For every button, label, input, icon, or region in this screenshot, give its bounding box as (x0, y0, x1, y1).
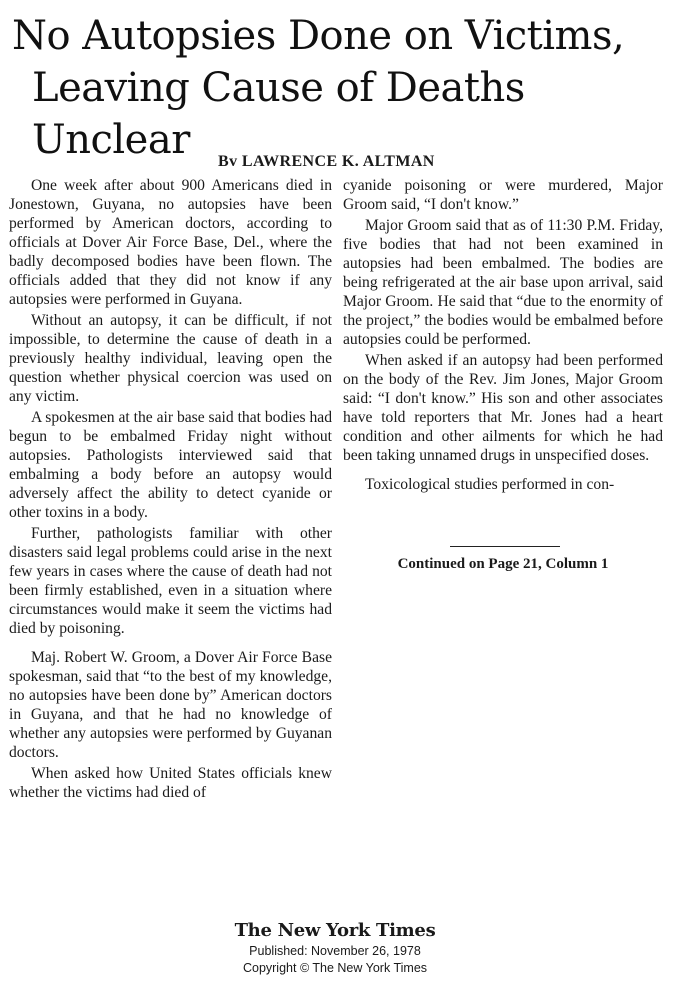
paragraph: Further, pathologists familiar with other disasters said legal problems could arise in the next few years in cases where the cause of death had not been firmly established, even in a situation where circumstances would make it seem the victims had died by poisoning. (9, 525, 332, 637)
headline-line-1: No Autopsies Done on Victims, (12, 13, 625, 59)
paragraph: Maj. Robert W. Groom, a Dover Air Force Base spokesman, said that “to the best of my knowledge, no autopsies have been done by” American doctors in Guyana, and that he had no knowledge of whether any autopsies were performed by Guyanan doctors. (9, 649, 332, 761)
published-date: Published: November 26, 1978 (249, 944, 421, 958)
paragraph: A spokesmen at the air base said that bodies had begun to be embalmed Friday night without autopsies. Pathologists interviewed said that embalming a body before an autopsy would adversely affect the ability to detect cyanide or other toxins in a body. (9, 409, 332, 521)
footer (200, 920, 470, 977)
left-column (9, 176, 332, 804)
nyt-logo: The New York Times (234, 920, 436, 941)
paragraph: Without an autopsy, it can be difficult, if not impossible, to determine the cause of death in a previously healthy individual, leaving open the question whether physical coercion was used on any victim. (9, 312, 332, 405)
headline (0, 10, 681, 166)
byline: Bv LAWRENCE K. ALTMAN (218, 153, 435, 170)
paragraph: When asked if an autopsy had been performed on the body of the Rev. Jim Jones, Major Groom said: “I don't know.” His son and other associates have told reporters that Mr. Jones had a heart condition and other ailments for which he had been taking unnamed drugs in unspecified doses. (343, 352, 663, 464)
paragraph: Toxicological studies performed in con- (365, 476, 615, 493)
paragraph: When asked how United States officials knew whether the victims had died of (9, 765, 332, 801)
right-column (343, 176, 663, 496)
paragraph: One week after about 900 Americans died in Jonestown, Guyana, no autopsies have been performed by American doctors, according to officials at Dover Air Force Base, Del., where the badly decomposed bodies have been flown. The officials added that they did not know if any autopsies were performed in Guyana. (9, 177, 332, 308)
paragraph: Major Groom said that as of 11:30 P.M. Friday, five bodies that had not been examined in autopsies had been embalmed. The bodies are being refrigerated at the air base upon arrival, said Major Groom. He said that “due to the enormity of the project,” the bodies would be embalmed before autopsies could be performed. (343, 217, 663, 348)
headline-line-2: Leaving Cause of Deaths Unclear (32, 65, 525, 163)
continued-notice: Continued on Page 21, Column 1 (397, 556, 609, 572)
divider-rule (450, 546, 560, 547)
copyright-notice: Copyright © The New York Times (242, 961, 428, 975)
paragraph: cyanide poisoning or were murdered, Major Groom said, “I don't know.” (343, 177, 663, 213)
